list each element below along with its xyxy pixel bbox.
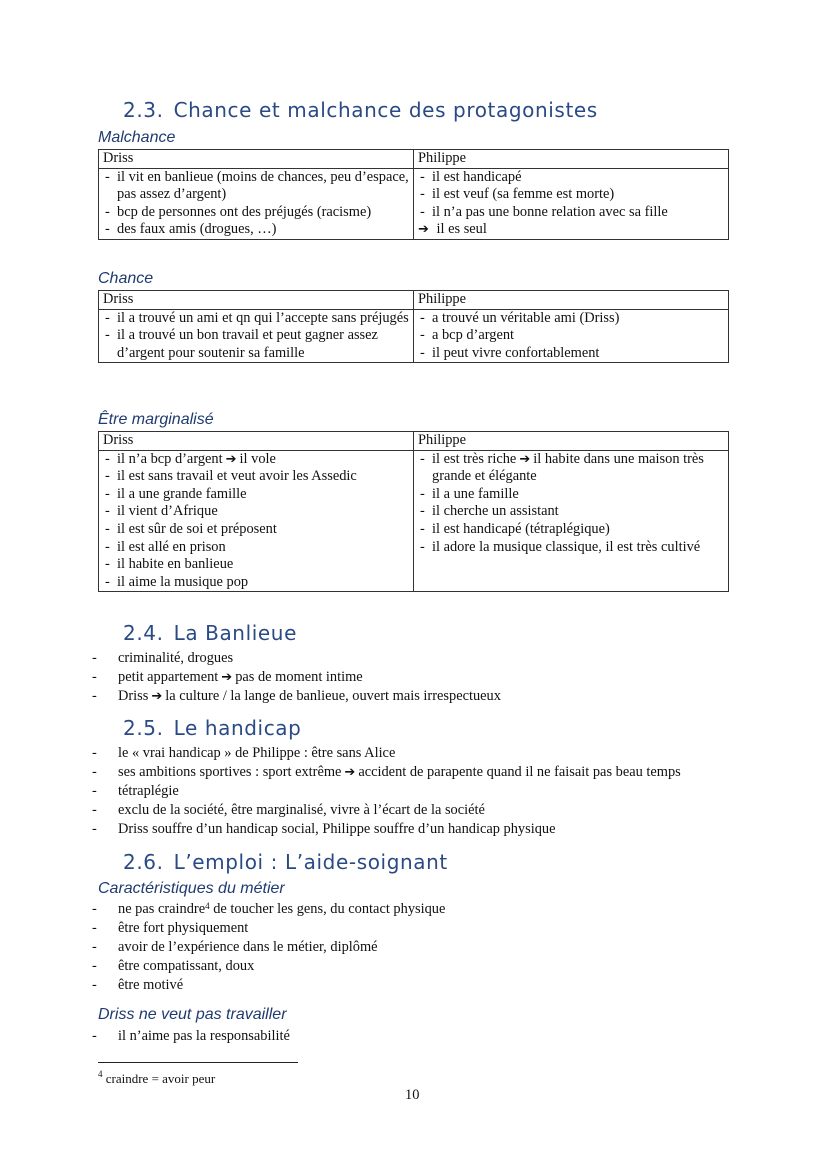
list-item: - le « vrai handicap » de Philippe : être sans Alice <box>92 744 681 763</box>
list-item: - il est veuf (sa femme est morte) <box>418 186 724 204</box>
list-item: - il peut vivre confortablement <box>418 345 724 363</box>
page-number: 10 <box>405 1087 420 1103</box>
header-driss: Driss <box>99 291 414 310</box>
section-heading-2-4 <box>123 621 297 645</box>
list-item: - ne pas craindre$^4$ de toucher les gens, du contact physique <box>92 900 445 919</box>
table-chance <box>98 290 729 363</box>
list-item: - il habite en banlieue <box>103 556 409 574</box>
list-item: - petit appartement ➔ pas de moment intime <box>92 668 501 687</box>
list-driss-travail <box>92 1027 290 1046</box>
right-arrow-icon: ➔ <box>344 765 356 780</box>
table-malchance <box>98 149 729 240</box>
header-philippe: Philippe <box>414 291 729 310</box>
list-handicap <box>92 744 681 839</box>
section-title: L’emploi : L’aide-soignant <box>173 850 448 874</box>
list-item: - il vient d’Afrique <box>103 503 409 521</box>
list-item: - il est sans travail et veut avoir les Assedic <box>103 468 409 486</box>
list-item: - Driss ➔ la culture / la lange de banlieue, ouvert mais irrespectueux <box>92 687 501 706</box>
section-title: Chance et malchance des protagonistes <box>173 98 598 122</box>
list-item: - il est handicapé (tétraplégique) <box>418 521 724 539</box>
list-item: - a bcp d’argent <box>418 327 724 345</box>
cell-philippe <box>414 168 729 239</box>
subheading-marginalise: Être marginalisé <box>98 411 214 428</box>
header-philippe: Philippe <box>414 432 729 451</box>
list-item: - il est sûr de soi et préposent <box>103 521 409 539</box>
section-number: 2.6. <box>123 850 164 874</box>
section-number: 2.4. <box>123 621 164 645</box>
list-item: - il a une famille <box>418 486 724 504</box>
right-arrow-icon: ➔ <box>519 451 531 467</box>
section-title: Le handicap <box>173 716 302 740</box>
section-number: 2.3. <box>123 98 164 122</box>
list-item: - il a une grande famille <box>103 486 409 504</box>
list-item: - il adore la musique classique, il est très cultivé <box>418 539 724 557</box>
footnote-separator <box>98 1062 298 1063</box>
cell-driss <box>99 450 414 592</box>
footnote: $^4$ craindre = avoir peur <box>98 1069 216 1086</box>
section-heading-2-6 <box>123 850 448 874</box>
list-caracteristiques <box>92 900 445 995</box>
list-item: - des faux amis (drogues, …) <box>103 221 409 239</box>
cell-philippe <box>414 450 729 592</box>
subheading-chance: Chance <box>98 270 154 287</box>
list-item: - il aime la musique pop <box>103 574 409 592</box>
header-driss: Driss <box>99 150 414 169</box>
list-item: - il n’a pas une bonne relation avec sa fille <box>418 204 724 222</box>
section-number: 2.5. <box>123 716 164 740</box>
header-philippe: Philippe <box>414 150 729 169</box>
list-item: - il a trouvé un ami et qn qui l’accepte sans préjugés <box>103 310 409 328</box>
list-item: - il n’aime pas la responsabilité <box>92 1027 290 1046</box>
cell-driss <box>99 168 414 239</box>
footnote-ref: 4 <box>205 901 210 911</box>
subheading-driss-travail: Driss ne veut pas travailler <box>98 1006 287 1023</box>
list-item: - être motivé <box>92 976 445 995</box>
right-arrow-icon: ➔ <box>418 222 429 238</box>
list-item: - il est handicapé <box>418 169 724 187</box>
list-item: - a trouvé un véritable ami (Driss) <box>418 310 724 328</box>
table-marginalise <box>98 431 729 592</box>
subheading-caracteristiques: Caractéristiques du métier <box>98 880 285 897</box>
table-row <box>99 450 729 592</box>
section-title: La Banlieue <box>173 621 297 645</box>
table-row <box>99 309 729 363</box>
subheading-malchance: Malchance <box>98 129 176 146</box>
section-heading-2-5 <box>123 716 301 740</box>
table-header-row <box>99 150 729 169</box>
header-driss: Driss <box>99 432 414 451</box>
cell-philippe <box>414 309 729 363</box>
right-arrow-icon: ➔ <box>151 689 163 704</box>
list-item: - tétraplégie <box>92 782 681 801</box>
section-heading-2-3 <box>123 98 598 122</box>
list-item: - Driss souffre d’un handicap social, Philippe souffre d’un handicap physique <box>92 820 681 839</box>
list-item: - exclu de la société, être marginalisé, vivre à l’écart de la société <box>92 801 681 820</box>
list-item: - il n’a bcp d’argent ➔ il vole <box>103 451 409 469</box>
right-arrow-icon: ➔ <box>221 670 233 685</box>
cell-driss <box>99 309 414 363</box>
list-banlieue <box>92 649 501 706</box>
list-item: ➔ il es seul <box>418 221 487 238</box>
table-row <box>99 168 729 239</box>
list-item: - criminalité, drogues <box>92 649 501 668</box>
list-item: - il est allé en prison <box>103 539 409 557</box>
list-item: - il est très riche ➔ il habite dans une maison très grande et élégante <box>418 451 724 486</box>
list-item: - être fort physiquement <box>92 919 445 938</box>
list-item: - bcp de personnes ont des préjugés (racisme) <box>103 204 409 222</box>
list-item: - ses ambitions sportives : sport extrême ➔ accident de parapente quand il ne faisait pas beau temps <box>92 763 681 782</box>
right-arrow-icon: ➔ <box>225 451 237 467</box>
list-item: - être compatissant, doux <box>92 957 445 976</box>
list-item: - il cherche un assistant <box>418 503 724 521</box>
table-header-row <box>99 432 729 451</box>
footnote-mark: 4 <box>98 1069 103 1079</box>
list-item: - avoir de l’expérience dans le métier, diplômé <box>92 938 445 957</box>
table-header-row <box>99 291 729 310</box>
list-item: - il a trouvé un bon travail et peut gagner assez d’argent pour soutenir sa famille <box>103 327 409 362</box>
list-item: - il vit en banlieue (moins de chances, peu d’espace, pas assez d’argent) <box>103 169 409 204</box>
